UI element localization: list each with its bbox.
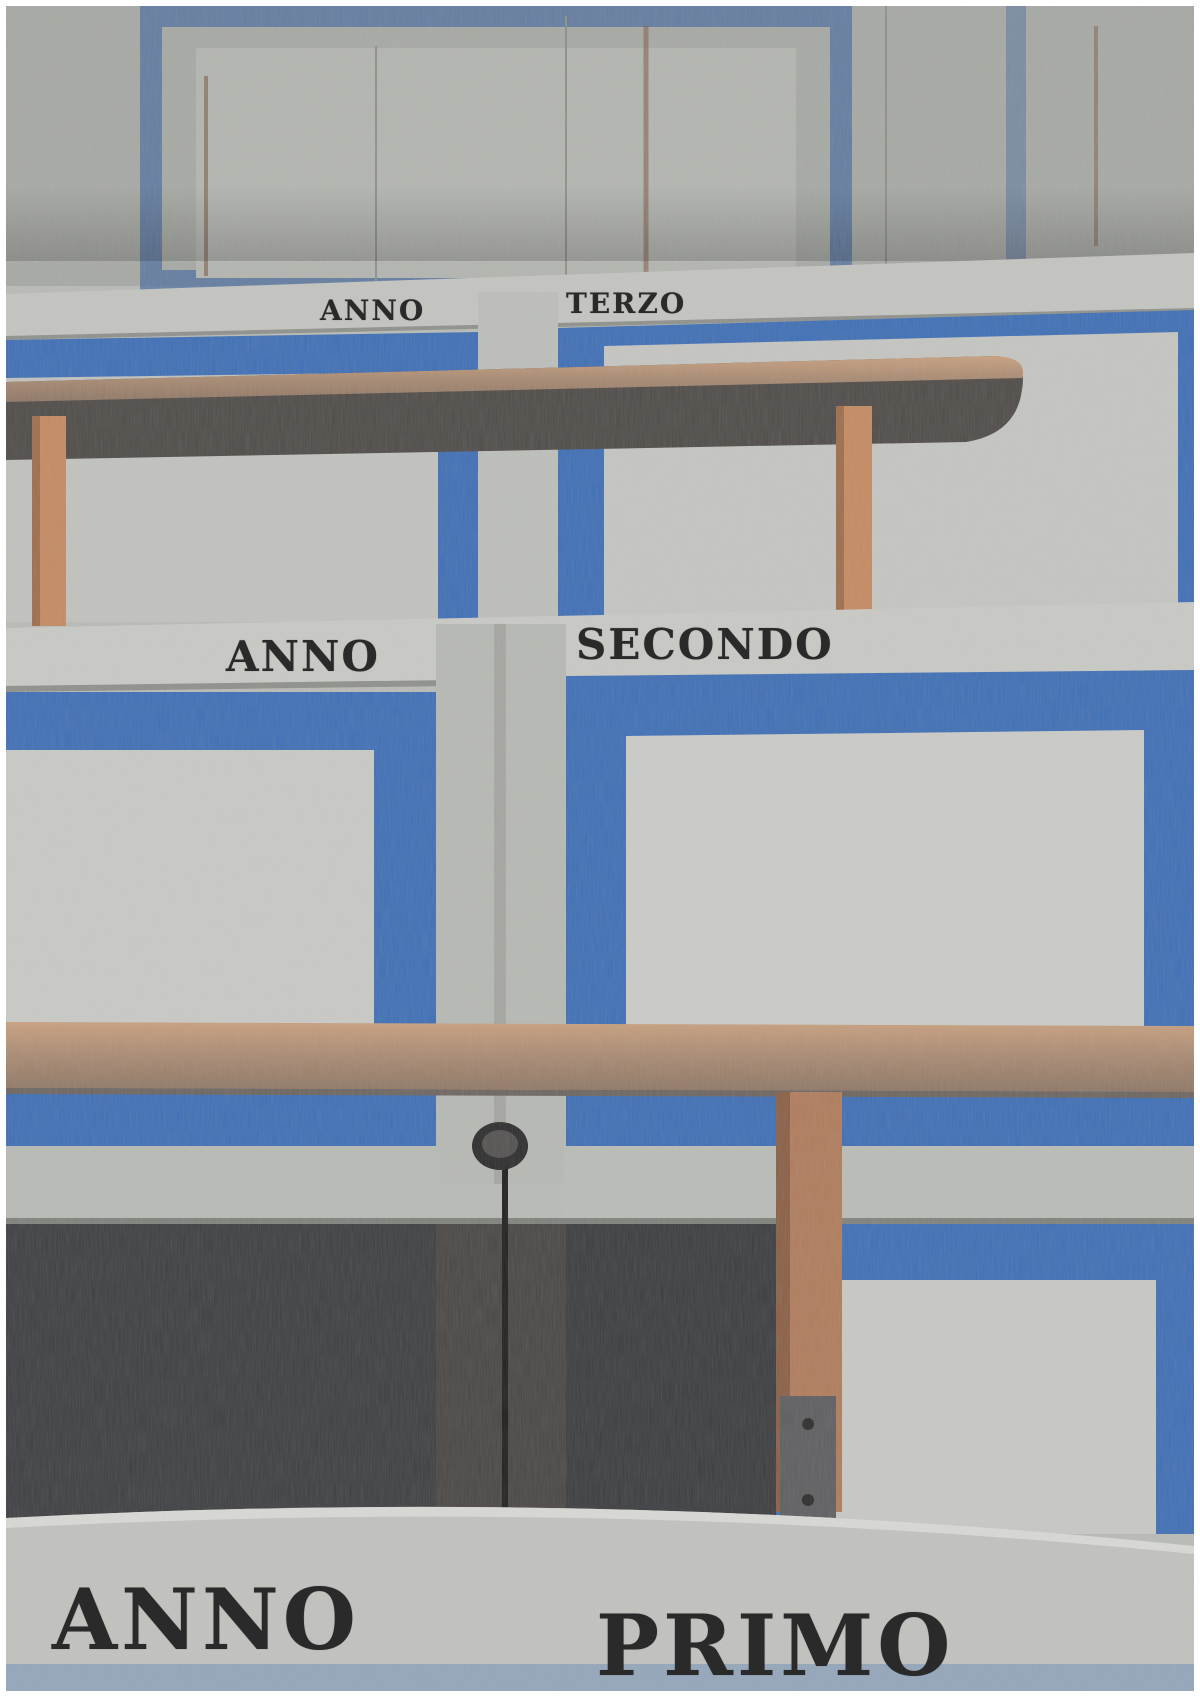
bench-illustration (6, 6, 1194, 1691)
label-anno-secondo-1: ANNO (226, 632, 380, 681)
label-anno-secondo-2: SECONDO (576, 620, 834, 669)
label-anno-terzo-2: TERZO (566, 287, 687, 320)
label-anno-primo-2: PRIMO (596, 1596, 955, 1691)
label-anno-primo-1: ANNO (52, 1570, 360, 1669)
photo-scene (6, 6, 1194, 1691)
label-anno-terzo-1: ANNO (320, 294, 426, 327)
